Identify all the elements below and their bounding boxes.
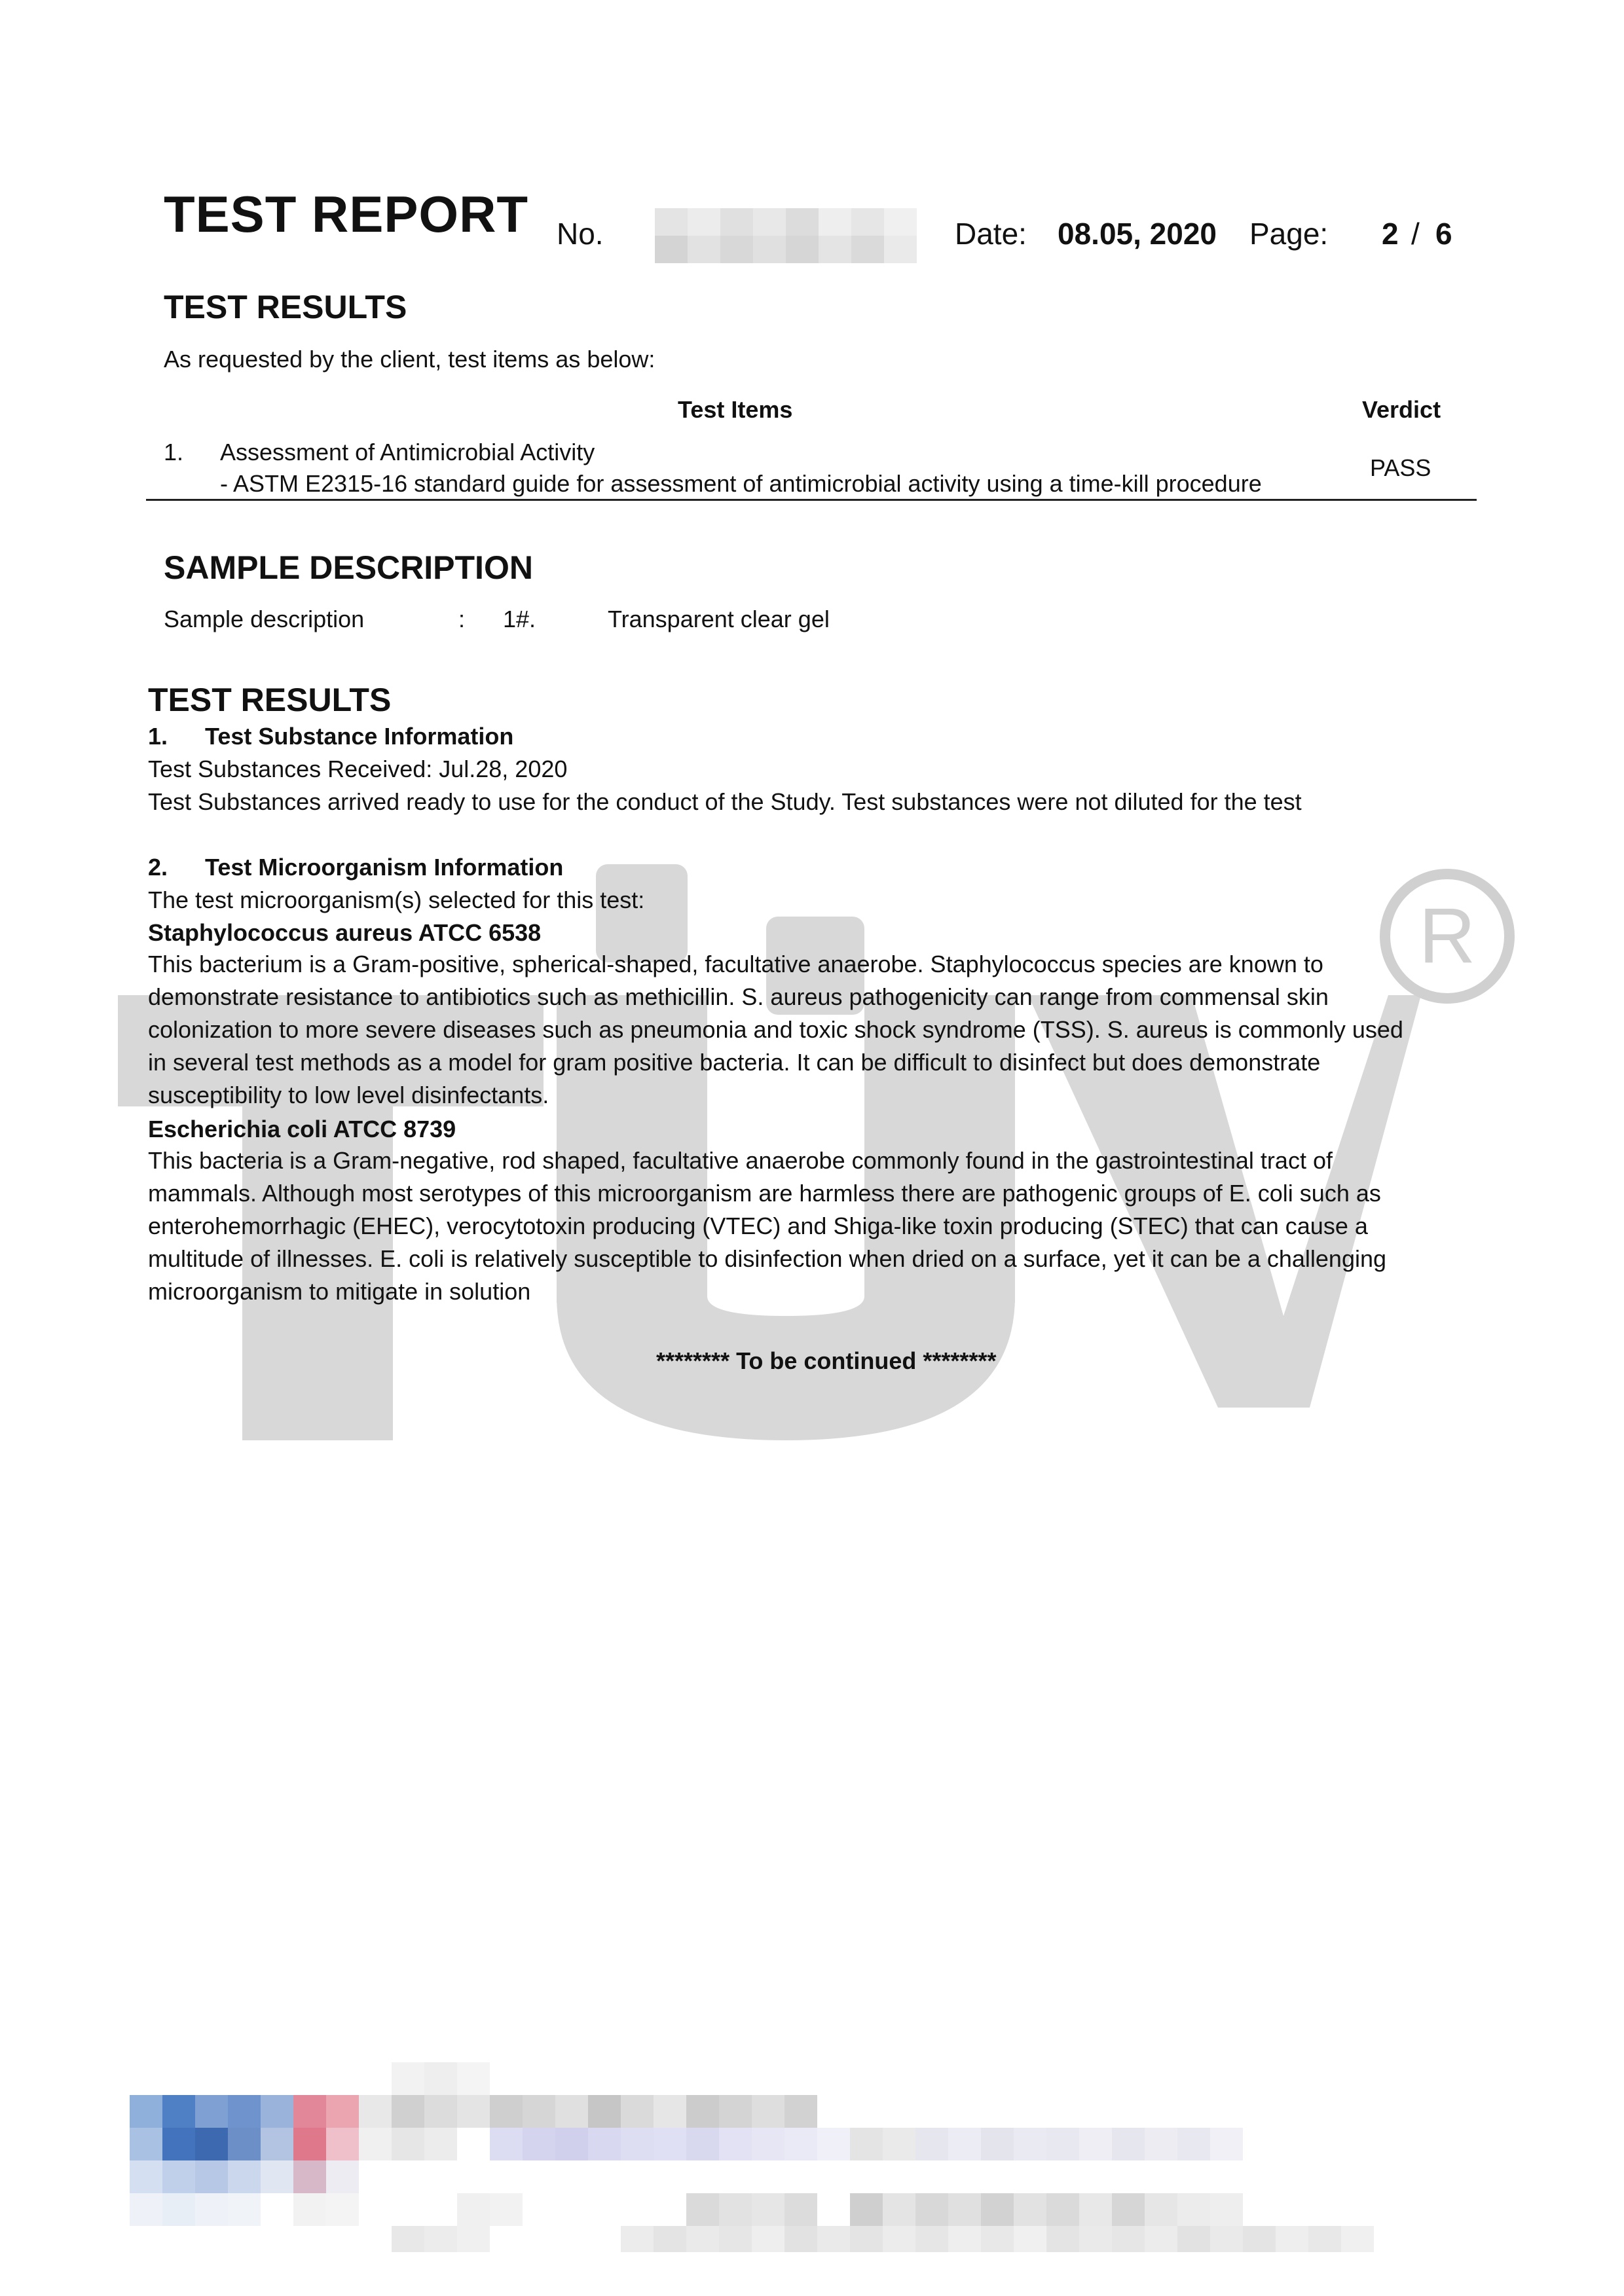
sample-description-value: Transparent clear gel <box>608 606 830 632</box>
report-title: TEST REPORT <box>164 185 529 243</box>
test-item-verdict: PASS <box>1370 454 1431 481</box>
column-header-test-items: Test Items <box>678 396 793 423</box>
redacted-footer <box>130 2062 1374 2252</box>
paragraph-line: This bacterium is a Gram-positive, spherical-shaped, facultative anaerobe. Staphylococcus species are known to <box>148 951 1323 977</box>
svg-text:R: R <box>1418 892 1476 979</box>
test-item-description: - ASTM E2315-16 standard guide for assessment of antimicrobial activity using a time-kill procedure <box>220 470 1262 497</box>
organism-description <box>148 948 1484 1112</box>
test-item-name: Assessment of Antimicrobial Activity <box>220 439 595 465</box>
sample-number: 1#. <box>503 606 536 632</box>
redacted-report-number <box>655 208 917 263</box>
organism-name: Escherichia coli ATCC 8739 <box>148 1116 456 1142</box>
substance-section-title: Test Substance Information <box>205 723 514 750</box>
to-be-continued-note: ******** To be continued ******** <box>656 1347 997 1374</box>
detailed-results-heading: TEST RESULTS <box>148 682 392 718</box>
paragraph-line: demonstrate resistance to antibiotics such as methicillin. S. aureus pathogenicity can range from commensal skin <box>148 983 1329 1010</box>
date-label: Date: <box>955 217 1027 251</box>
microorganism-intro: The test microorganism(s) selected for this test: <box>148 886 645 913</box>
report-number-label: No. <box>557 217 604 251</box>
microorganism-section-number: 2. <box>148 854 168 881</box>
paragraph-line: in several test methods as a model for gram positive bacteria. It can be difficult to disinfect but does demonstrate <box>148 1049 1321 1076</box>
page-separator: / <box>1411 217 1420 251</box>
substance-note: Test Substances arrived ready to use for the conduct of the Study. Test substances were not diluted for the test <box>148 788 1302 815</box>
substance-received-date: Test Substances Received: Jul.28, 2020 <box>148 756 568 782</box>
paragraph-line: enterohemorrhagic (EHEC), verocytotoxin producing (VTEC) and Shiga-like toxin producing (STEC) that can cause a <box>148 1212 1368 1239</box>
paragraph-line: This bacteria is a Gram-negative, rod shaped, facultative anaerobe commonly found in the gastrointestinal tract of <box>148 1147 1333 1174</box>
substance-section-number: 1. <box>148 723 168 750</box>
page-label: Page: <box>1249 217 1329 251</box>
column-header-verdict: Verdict <box>1362 396 1441 423</box>
sample-description-colon: : <box>458 606 466 632</box>
paragraph-line: mammals. Although most serotypes of this microorganism are harmless there are pathogenic groups of E. coli such as <box>148 1180 1381 1207</box>
date-value: 08.05, 2020 <box>1058 217 1217 251</box>
paragraph-line: susceptibility to low level disinfectants. <box>148 1082 549 1108</box>
sample-description-label: Sample description <box>164 606 365 632</box>
page-total: 6 <box>1435 217 1452 251</box>
test-item-number: 1. <box>164 439 184 465</box>
paragraph-line: colonization to more severe diseases such as pneumonia and toxic shock syndrome (TSS). S. aureus is commonly used <box>148 1016 1403 1043</box>
page-current: 2 <box>1382 217 1399 251</box>
paragraph-line: microorganism to mitigate in solution <box>148 1278 531 1305</box>
microorganism-section-title: Test Microorganism Information <box>205 854 564 881</box>
test-results-intro: As requested by the client, test items as below: <box>164 346 655 373</box>
table-divider <box>146 499 1477 501</box>
organism-name: Staphylococcus aureus ATCC 6538 <box>148 919 542 946</box>
test-results-heading: TEST RESULTS <box>164 289 407 325</box>
sample-description-heading: SAMPLE DESCRIPTION <box>164 549 533 586</box>
paragraph-line: multitude of illnesses. E. coli is relatively susceptible to disinfection when dried on a surface, yet it can be a challenging <box>148 1245 1387 1272</box>
organism-description <box>148 1144 1484 1308</box>
